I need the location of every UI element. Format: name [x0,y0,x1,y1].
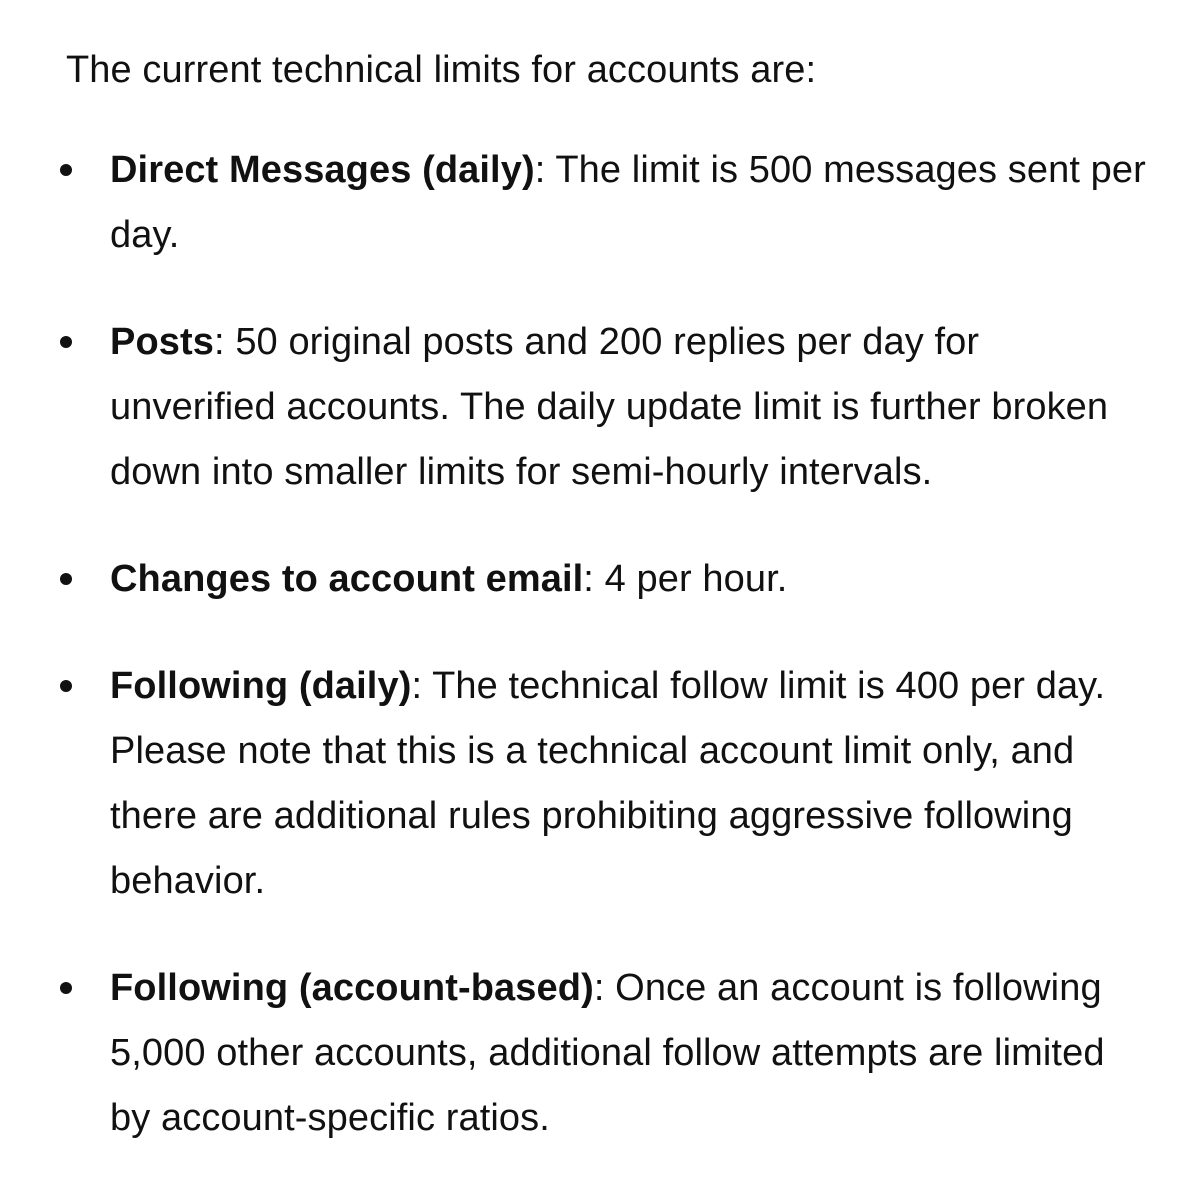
limit-following-account-based [66,956,1154,1151]
limit-description: 50 original posts and 200 replies per day for unverified accounts. The daily update limit is further broken down into smaller limits for semi-hourly intervals. [110,321,1109,493]
bullet-icon [60,680,72,692]
limit-posts [66,310,1154,505]
limit-separator: : [411,665,423,707]
limit-term: Posts [110,321,214,363]
intro-text: The current technical limits for accounts are: [66,49,817,91]
limit-description: The technical follow limit is 400 per day. Please note that this is a technical account limit only, and there are additional rules prohibiting aggressive following behavior. [110,665,1106,902]
bullet-icon [60,982,72,994]
limit-account-email-changes [66,547,1154,612]
limits-list [66,138,1154,1151]
limit-following-daily [66,654,1154,914]
bullet-icon [60,164,72,176]
limit-term: Direct Messages (daily) [110,149,535,191]
limit-term: Following (daily) [110,665,412,707]
limit-separator: : [534,149,546,191]
bullet-icon [60,573,72,585]
limit-direct-messages-daily [66,138,1154,268]
limit-description: Once an account is following 5,000 other accounts, additional follow attempts are limited by account-specific ratios. [110,967,1105,1139]
limit-description: 4 per hour. [593,558,788,600]
limit-separator: : [583,558,594,600]
limit-separator: : [213,321,225,363]
limit-description: The limit is 500 messages sent per day. [110,149,1146,256]
limit-term: Following (account-based) [110,967,594,1009]
limit-term: Changes to account email [110,558,584,600]
limit-separator: : [593,967,605,1009]
bullet-icon [60,336,72,348]
